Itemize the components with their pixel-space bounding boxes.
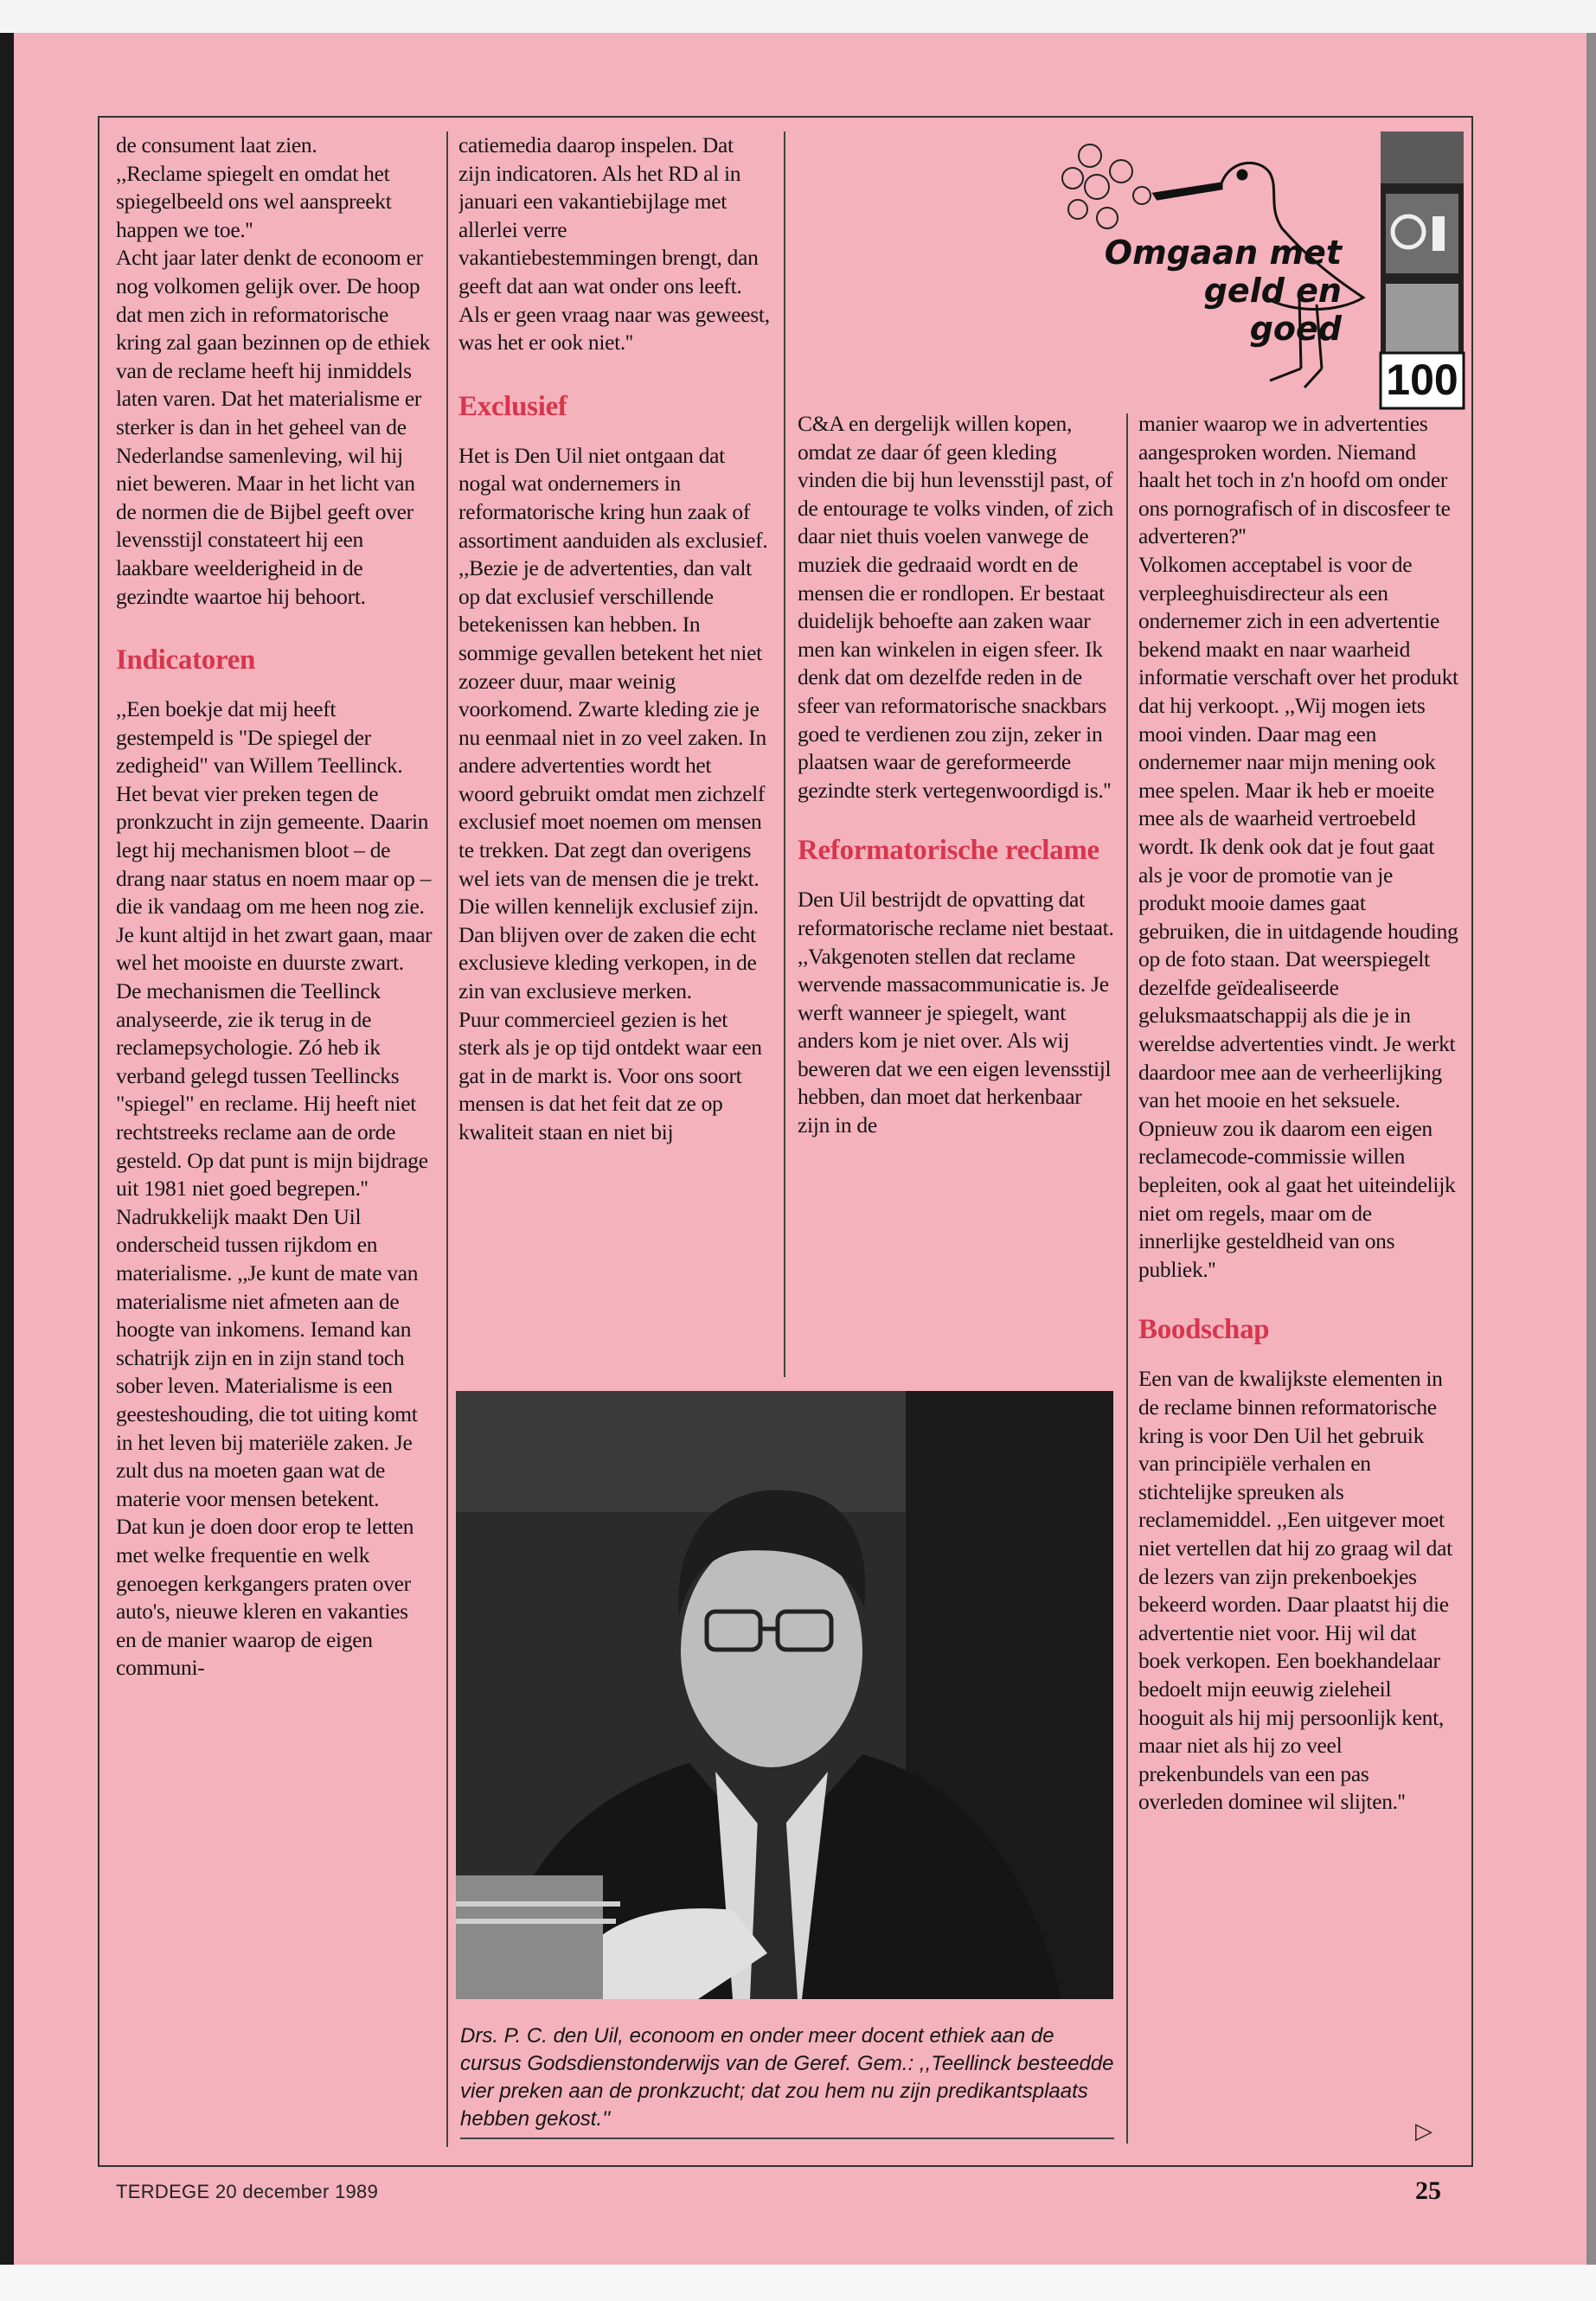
paragraph: manier waarop we in advertenties aangesproken worden. Niemand haalt het toch in z'n hoofd om onder ons pornografisch of in discosfeer te adverteren?'' [1138, 411, 1451, 549]
column-1-top [116, 131, 433, 611]
column-4-top [1138, 410, 1458, 1284]
heading-reformatorische-reclame: Reformatorische reclame [798, 835, 1099, 867]
coins-icon [1062, 144, 1151, 228]
column-divider-2 [784, 131, 785, 1377]
series-title-line-3: goed [1249, 310, 1342, 348]
column-2-top [458, 131, 770, 357]
scan-right-edge [1586, 33, 1596, 2265]
paragraph: Acht jaar later denkt de econoom er nog volkomen gelijk over. De hoop dat men zich in reformatorische kring zal gaan bezinnen op de ethiek van de reclame heeft hij inmiddels laten varen. Dat het materialisme er sterker is dan in het geheel van de Nederlandse samenleving, wil hij niet beweren. Maar in het licht van de normen die de Bijbel geeft over levensstijl constateert hij een laakbare weelderigheid in de gezindte waartoe hij behoort. [116, 245, 431, 609]
column-1-bottom [116, 695, 433, 1682]
paragraph: Nadrukkelijk maakt Den Uil onderscheid tussen rijkdom en materialisme. ,,Je kunt de mate van materialisme niet afmeten aan de hoogte van inkomens. Iemand kan schatrijk zijn en in zijn stand toch sober leven. Materialisme is een geesteshouding, die tot uiting komt in het leven bij materiële zaken. Je zult dus na moeten gaan wat de materie voor mensen betekent. [116, 1203, 419, 1511]
column-2-bottom [458, 442, 770, 1147]
column-1 [116, 131, 433, 2173]
series-title-line-2: geld en [1203, 272, 1342, 310]
portrait-photo [456, 1391, 1113, 1999]
series-number: 100 [1386, 356, 1458, 404]
scan-left-edge [0, 33, 14, 2265]
paragraph: ,,Bezie je de advertenties, dan valt op dat exclusief verschillende betekenissen kan hebben. In sommige gevallen betekent het niet zozeer duur, maar weinig voorkomend. Zwarte kleding zie je nu eenmaal niet in zo veel zaken. In andere advertenties wordt het woord gebruikt omdat men zichzelf exclusief moet noemen om mensen te trekken. Dat zegt dan overigens wel iets van de mensen die je trekt. Die willen kennelijk exclusief zijn. Dan blijven over de zaken die echt exclusieve kleding verkopen, in de zin van exclusieve merken. [458, 555, 766, 1004]
publication-footer: TERDEGE 20 december 1989 [116, 2181, 379, 2202]
scan-bottom-margin [0, 2265, 1596, 2301]
column-divider-1 [446, 131, 448, 2147]
column-2 [458, 131, 770, 1386]
heading-indicatoren: Indicatoren [116, 644, 256, 676]
paragraph: de consument laat zien. [116, 132, 317, 157]
paragraph: ,,Reclame spiegelt en omdat het spiegelbeeld ons wel aanspreekt happen we toe.'' [116, 160, 392, 242]
column-3-top [798, 410, 1114, 804]
paragraph: Puur commercieel gezien is het sterk als je op tijd ontdekt waar een gat in de markt is. Voor ons soort mensen is dat het feit dat ze op kwaliteit staan en niet bij [458, 1006, 762, 1144]
caption-rule [460, 2138, 1114, 2139]
photo-caption: Drs. P. C. den Uil, econoom en onder meer docent ethiek aan de cursus Godsdienstonderwijs van de Geref. Gem.: ,,Teellinck besteedde vier preken aan de pronkzucht; dat zou hem nu zijn predikantsplaats hebben gekost.'' [460, 2024, 1114, 2131]
paragraph: Volkomen acceptabel is voor de verpleeghuisdirecteur als een ondernemer zich in een advertentie bekend maakt en naar waarheid informatie verschaft over het produkt dat hij verkoopt. ,,Wij mogen iets mooi vinden. Daar mag een ondernemer naar mijn mening ook mee spelen. Maar ik heb er moeite mee als de waarheid vertroebeld wordt. Ik denk ook dat je fout gaat als je voor de promotie van je produkt mooie dames gaat gebruiken, die in uitdagende houding op de foto staan. Dat weerspiegelt dezelfde geïdealiseerde geluksmaatschappij als die je in wereldse advertenties vindt. Je werkt daardoor mee aan de verheerlijking van het mooie en het seksuele. Opnieuw zou ik daarom een eigen reclamecode-commissie willen bepleiten, ook al gaat het uiteindelijk niet om regels, maar om de innerlijke gesteldheid van ons publiek.'' [1138, 551, 1458, 1282]
heading-exclusief: Exclusief [458, 390, 567, 422]
paragraph: Een van de kwalijkste elementen in de reclame binnen reformatorische kring is voor Den Uil het gebruik van principiële verhalen en stichtelijke spreuken als reclamemiddel. ,,Een uitgever moet niet vertellen dat hij zo graag wil dat de lezers van zijn prekenboekjes bekeerd worden. Daar plaatst hij die advertentie niet voor. Hij wil dat boek verkopen. Een boekhandelaar bedoelt mijn eeuwig zieleheil hooguit als hij mij persoonlijk kent, maar niet als hij zo veel prekenbundels van een pas overleden dominee wil slijten.'' [1138, 1366, 1452, 1815]
series-title-line-1: Omgaan met [1104, 234, 1342, 272]
magazine-page [14, 33, 1586, 2265]
paragraph: Dat kun je doen door erop te letten met welke frequentie en welk genoegen kerkgangers praten over auto's, nieuwe kleren en vakanties en de manier waarop de eigen communi- [116, 1514, 414, 1681]
column-3 [798, 410, 1114, 1383]
column-4 [1138, 410, 1458, 2149]
column-3-bottom [798, 886, 1114, 1139]
paragraph: catiemedia daarop inspelen. Dat zijn indicatoren. Als het RD al in januari een vakantiebijlage met allerlei verre vakantiebestemmingen brengt, dan geeft dat aan wat onder ons leeft. Als er geen vraag naar was geweest, was het er ook niet.'' [458, 132, 770, 356]
column-divider-3 [1126, 413, 1128, 2144]
article-end-mark: ▷ [1415, 2118, 1433, 2144]
page-number: 25 [1415, 2176, 1441, 2205]
paragraph: ,,Een boekje dat mij heeft gestempeld is "De spiegel der zedigheid" van Willem Teellinck. Het bevat vier preken tegen de pronkzucht in zijn gemeente. Daarin legt hij mechanismen bloot – de drang naar status en noem maar op – die ik vandaag om me heen nog zie. Je kunt altijd in het zwart gaan, maar wel het mooiste en duurste zwart. De mechanismen die Teellinck analyseerde, zie ik terug in de reclamepsychologie. Zó heb ik verband gelegd tussen Teellincks "spiegel" en reclame. Hij heeft niet rechtstreeks reclame aan de orde gesteld. Op dat punt is mijn bijdrage uit 1981 niet goed begrepen.'' [116, 696, 433, 1202]
series-title [1048, 234, 1342, 348]
heading-boodschap: Boodschap [1138, 1314, 1270, 1346]
paragraph: Het is Den Uil niet ontgaan dat nogal wat ondernemers in reformatorische kring hun zaak of assortiment aanduiden als exclusief. [458, 442, 768, 553]
column-4-bottom [1138, 1365, 1458, 1817]
scan-top-margin [0, 0, 1596, 33]
paragraph: C&A en dergelijk willen kopen, omdat ze daar óf geen kleding vinden die bij hun levensstijl past, of de entourage te volks vinden, of zich daar niet thuis voelen vanwege de muziek die gedraaid wordt en de mensen die er rondlopen. Er bestaat duidelijk behoefte aan zaken waar men kan winkelen in eigen sfeer. Ik denk dat om dezelfde reden in de sfeer van reformatorische snackbars goed te verdienen zou zijn, zeker in plaatsen waar de gereformeerde gezindte sterk vertegenwoordigd is.'' [798, 411, 1113, 803]
paragraph: Den Uil bestrijdt de opvatting dat reformatorische reclame niet bestaat. ,,Vakgenoten stellen dat reclame wervende massacommunicatie is. Je werft wanneer je spiegelt, want anders kom je niet over. Als wij beweren dat we een eigen levensstijl hebben, dan moet dat herkenbaar zijn in de [798, 887, 1114, 1138]
